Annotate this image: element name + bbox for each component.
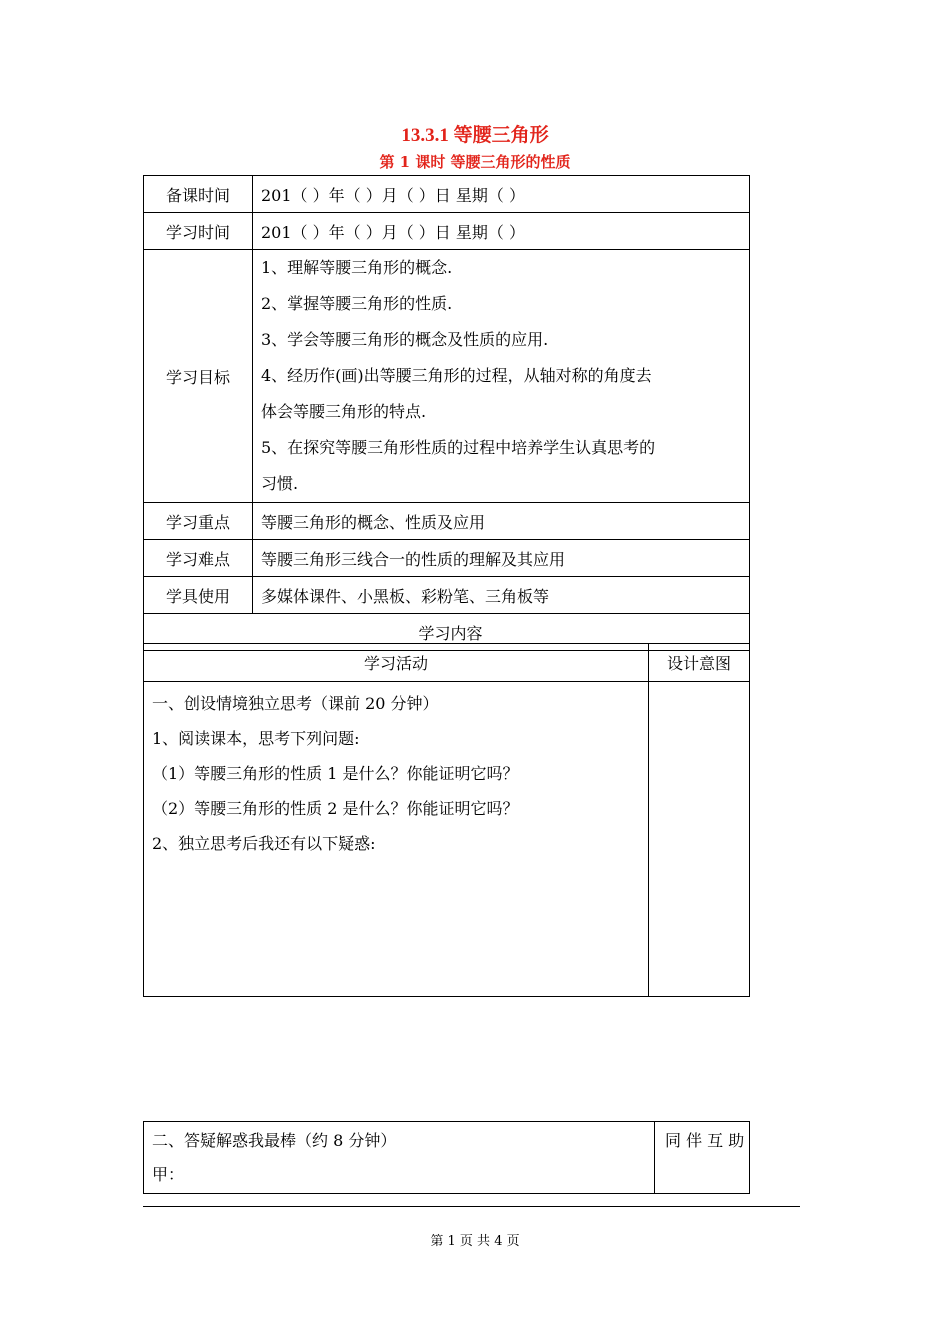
goal-item: 1、理解等腰三角形的概念. (261, 258, 453, 277)
page-number: 第 1 页 共 4 页 (430, 1234, 520, 1249)
prep-time-label: 备课时间 (144, 176, 253, 213)
qa-title: 二、答疑解惑我最棒（约 8 分钟） (152, 1131, 397, 1150)
key-points-row (144, 503, 750, 540)
key-points-label: 学习重点 (144, 503, 253, 540)
activity-section-1 (144, 682, 649, 997)
document-subtitle: 第 1 课时 等腰三角形的性质 (379, 153, 571, 171)
study-time-value: 201（ ）年（ ）月（ ）日 星期（ ） (253, 213, 750, 250)
content-heading: 学习内容 (144, 614, 750, 651)
goal-item: 习惯. (261, 474, 299, 493)
learning-activities-table (143, 643, 750, 997)
goal-item: 体会等腰三角形的特点. (261, 402, 427, 421)
activity-body-row (144, 682, 750, 997)
qa-row (144, 1122, 750, 1194)
activity-line: 一、创设情境独立思考（课前 20 分钟） (152, 694, 439, 713)
prep-time-row (144, 176, 750, 213)
goal-item: 5、在探究等腰三角形性质的过程中培养学生认真思考的 (261, 438, 656, 457)
difficulties-row (144, 540, 750, 577)
goal-item: 4、经历作(画)出等腰三角形的过程，从轴对称的角度去 (261, 366, 652, 385)
key-points-value: 等腰三角形的概念、性质及应用 (253, 503, 750, 540)
activity-header-row (144, 644, 750, 682)
goals-list (253, 250, 750, 503)
study-time-label: 学习时间 (144, 213, 253, 250)
difficulties-label: 学习难点 (144, 540, 253, 577)
peer-help-cell: 同 伴 互 助 (655, 1122, 750, 1194)
difficulties-value: 等腰三角形三线合一的性质的理解及其应用 (253, 540, 750, 577)
qa-section-table (143, 1121, 750, 1194)
goal-item: 2、掌握等腰三角形的性质. (261, 294, 453, 313)
lesson-info-table (143, 175, 750, 651)
design-intent-cell (649, 682, 750, 997)
activity-line: （2）等腰三角形的性质 2 是什么？你能证明它吗？ (152, 799, 519, 818)
document-title: 13.3.1 等腰三角形 (401, 125, 549, 146)
qa-cell (144, 1122, 655, 1194)
goal-item: 3、学会等腰三角形的概念及性质的应用. (261, 330, 549, 349)
goals-row (144, 250, 750, 503)
activity-line: （1）等腰三角形的性质 1 是什么？你能证明它吗？ (152, 764, 519, 783)
tools-row (144, 577, 750, 614)
goals-label: 学习目标 (144, 250, 253, 503)
tools-value: 多媒体课件、小黑板、彩粉笔、三角板等 (253, 577, 750, 614)
qa-line: 甲： (152, 1165, 185, 1184)
prep-time-value: 201（ ）年（ ）月（ ）日 星期（ ） (253, 176, 750, 213)
activity-header: 学习活动 (144, 644, 649, 682)
activity-line: 1、阅读课本，思考下列问题: (152, 729, 360, 748)
footer-divider (143, 1206, 800, 1207)
activity-line: 2、独立思考后我还有以下疑惑: (152, 834, 376, 853)
tools-label: 学具使用 (144, 577, 253, 614)
study-time-row (144, 213, 750, 250)
design-header: 设计意图 (649, 644, 750, 682)
